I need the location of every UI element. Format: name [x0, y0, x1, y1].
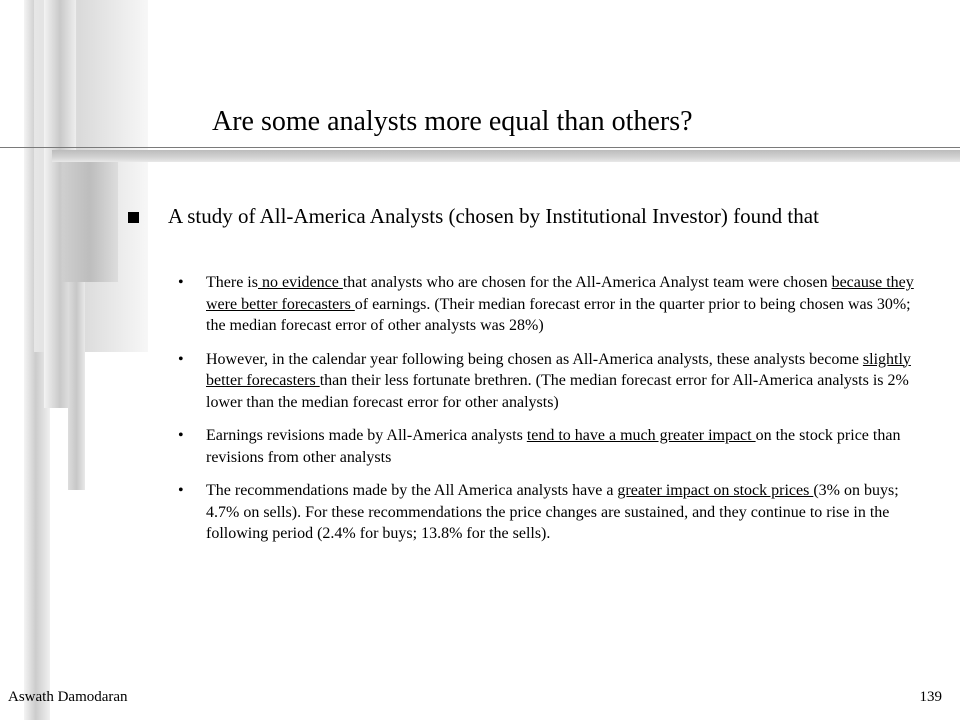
decor-bar — [62, 162, 118, 282]
decor-bar — [68, 282, 85, 490]
round-bullet-icon: • — [178, 350, 184, 368]
emphasis-text: tend to have a much greater impact — [526, 427, 756, 444]
emphasis-text: slightly better forecasters — [206, 350, 911, 389]
bullet-text: There is — [206, 274, 258, 291]
bullet-text: The recommendations made by the All America analysts have a — [206, 482, 618, 499]
sub-bullet-item — [178, 349, 923, 414]
lead-bullet-text: A study of All-America Analysts (chosen by Institutional Investor) found that — [168, 204, 819, 228]
bullet-text: that analysts who are chosen for the All-America Analyst team were chosen — [342, 274, 832, 291]
emphasis-text: because they were better forecasters — [206, 274, 914, 313]
bullet-text: (3% on buys; 4.7% on sells). For these recommendations the price changes are sustained, and they continue to rise in the following period (2.4% for buys; 13.8% for the sells). — [206, 482, 899, 542]
emphasis-text: greater impact on stock prices — [617, 482, 814, 499]
sub-bullet-item — [178, 480, 923, 545]
bullet-text: However, in the calendar year following being chosen as All-America analysts, these analysts become — [206, 350, 863, 368]
square-bullet-icon — [128, 212, 139, 223]
round-bullet-icon: • — [178, 482, 184, 499]
sub-bullet-item — [178, 272, 923, 337]
sub-bullet-list — [178, 272, 923, 557]
title-rule-shadow — [52, 150, 960, 162]
sub-bullet-item — [178, 425, 923, 468]
round-bullet-icon: • — [178, 427, 184, 444]
bullet-text: on the stock price than revisions from other analysts — [206, 427, 901, 466]
emphasis-text: no evidence — [257, 274, 343, 291]
round-bullet-icon: • — [178, 274, 184, 291]
page-number: 139 — [919, 689, 942, 705]
bullet-text: than their less fortunate brethren. (The median forecast error for All-America analysts is 2% lower than the median forecast error for other analysts) — [206, 372, 909, 411]
footer-author: Aswath Damodaran — [8, 689, 128, 705]
slide-title: Are some analysts more equal than others? — [212, 106, 693, 137]
bullet-text: of earnings. (Their median forecast error in the quarter prior to being chosen was 30%; the median forecast error of other analysts was 28%) — [206, 295, 911, 334]
title-rule — [0, 147, 960, 148]
bullet-text: Earnings revisions made by All-America analysts — [206, 427, 527, 444]
